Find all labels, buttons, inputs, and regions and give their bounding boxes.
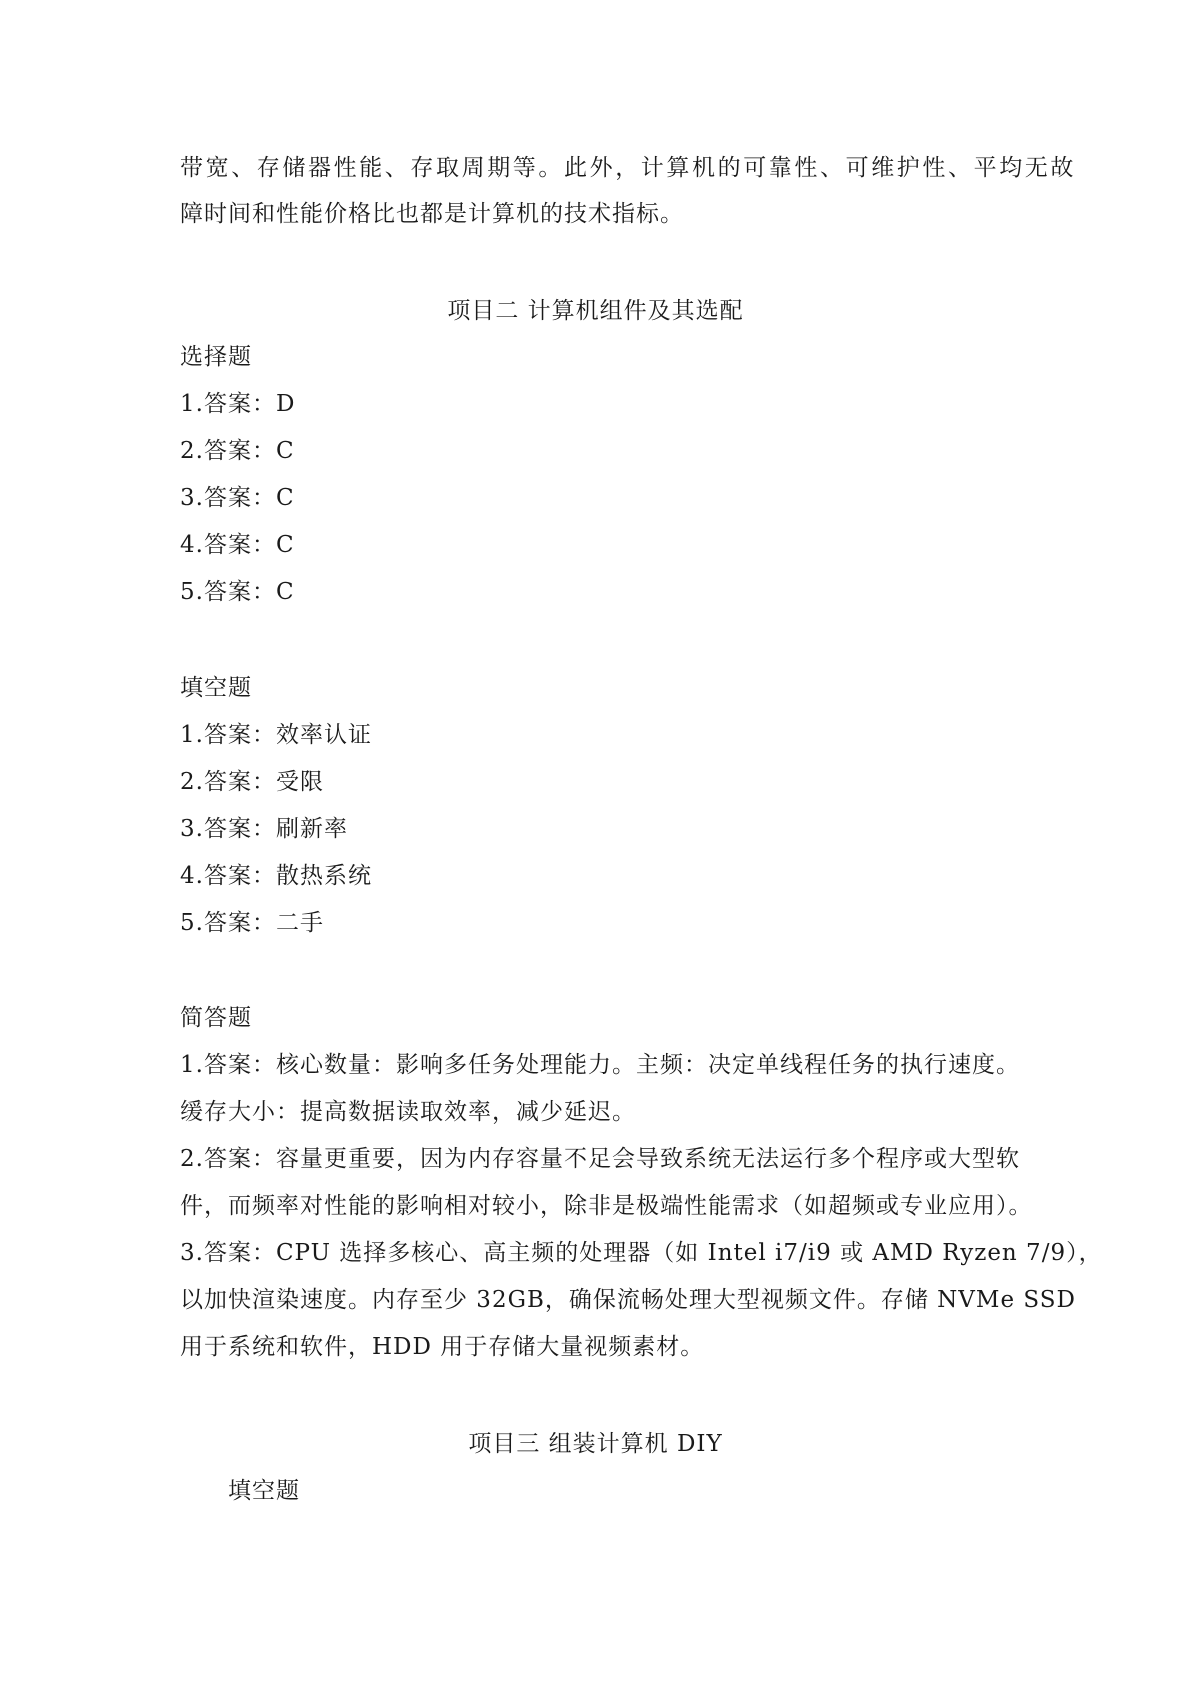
fill-heading: 填空题 [180, 675, 252, 701]
short-answer-3-line-1: 3.答案：CPU 选择多核心、高主频的处理器（如 Intel i7/i9 或 AMD Ryzen 7/9）， [180, 1240, 1103, 1266]
fill-answer-5: 5.答案：二手 [180, 910, 324, 936]
section-3-fill-heading: 填空题 [228, 1478, 300, 1504]
fill-answer-2: 2.答案：受限 [180, 769, 324, 795]
intro-line-1: 带宽、存储器性能、存取周期等。此外，计算机的可靠性、可维护性、平均无故 [180, 155, 1076, 181]
short-answer-1-line-2: 缓存大小：提高数据读取效率，减少延迟。 [180, 1099, 636, 1125]
short-answer-3-line-2: 以加快渲染速度。内存至少 32GB，确保流畅处理大型视频文件。存储 NVMe SSD [180, 1287, 1076, 1313]
choice-answer-2: 2.答案：C [180, 438, 295, 464]
section-3-title: 项目三 组装计算机 DIY [468, 1431, 723, 1457]
fill-answer-3: 3.答案：刷新率 [180, 816, 348, 842]
choice-answer-4: 4.答案：C [180, 532, 295, 558]
short-answer-2-line-2: 件，而频率对性能的影响相对较小，除非是极端性能需求（如超频或专业应用）。 [180, 1193, 1033, 1219]
choice-answer-5: 5.答案：C [180, 579, 295, 605]
short-answer-heading: 简答题 [180, 1005, 252, 1031]
short-answer-1-line-1: 1.答案：核心数量：影响多任务处理能力。主频：决定单线程任务的执行速度。 [180, 1052, 1020, 1078]
choice-answer-1: 1.答案：D [180, 391, 296, 417]
choice-answer-3: 3.答案：C [180, 485, 295, 511]
short-answer-2-line-1: 2.答案：容量更重要，因为内存容量不足会导致系统无法运行多个程序或大型软 [180, 1146, 1020, 1172]
intro-line-2: 障时间和性能价格比也都是计算机的技术指标。 [180, 201, 684, 227]
fill-answer-1: 1.答案：效率认证 [180, 722, 372, 748]
fill-answer-4: 4.答案：散热系统 [180, 863, 372, 889]
choice-heading: 选择题 [180, 344, 252, 370]
section-2-title: 项目二 计算机组件及其选配 [447, 298, 744, 324]
short-answer-3-line-3: 用于系统和软件，HDD 用于存储大量视频素材。 [180, 1334, 705, 1360]
